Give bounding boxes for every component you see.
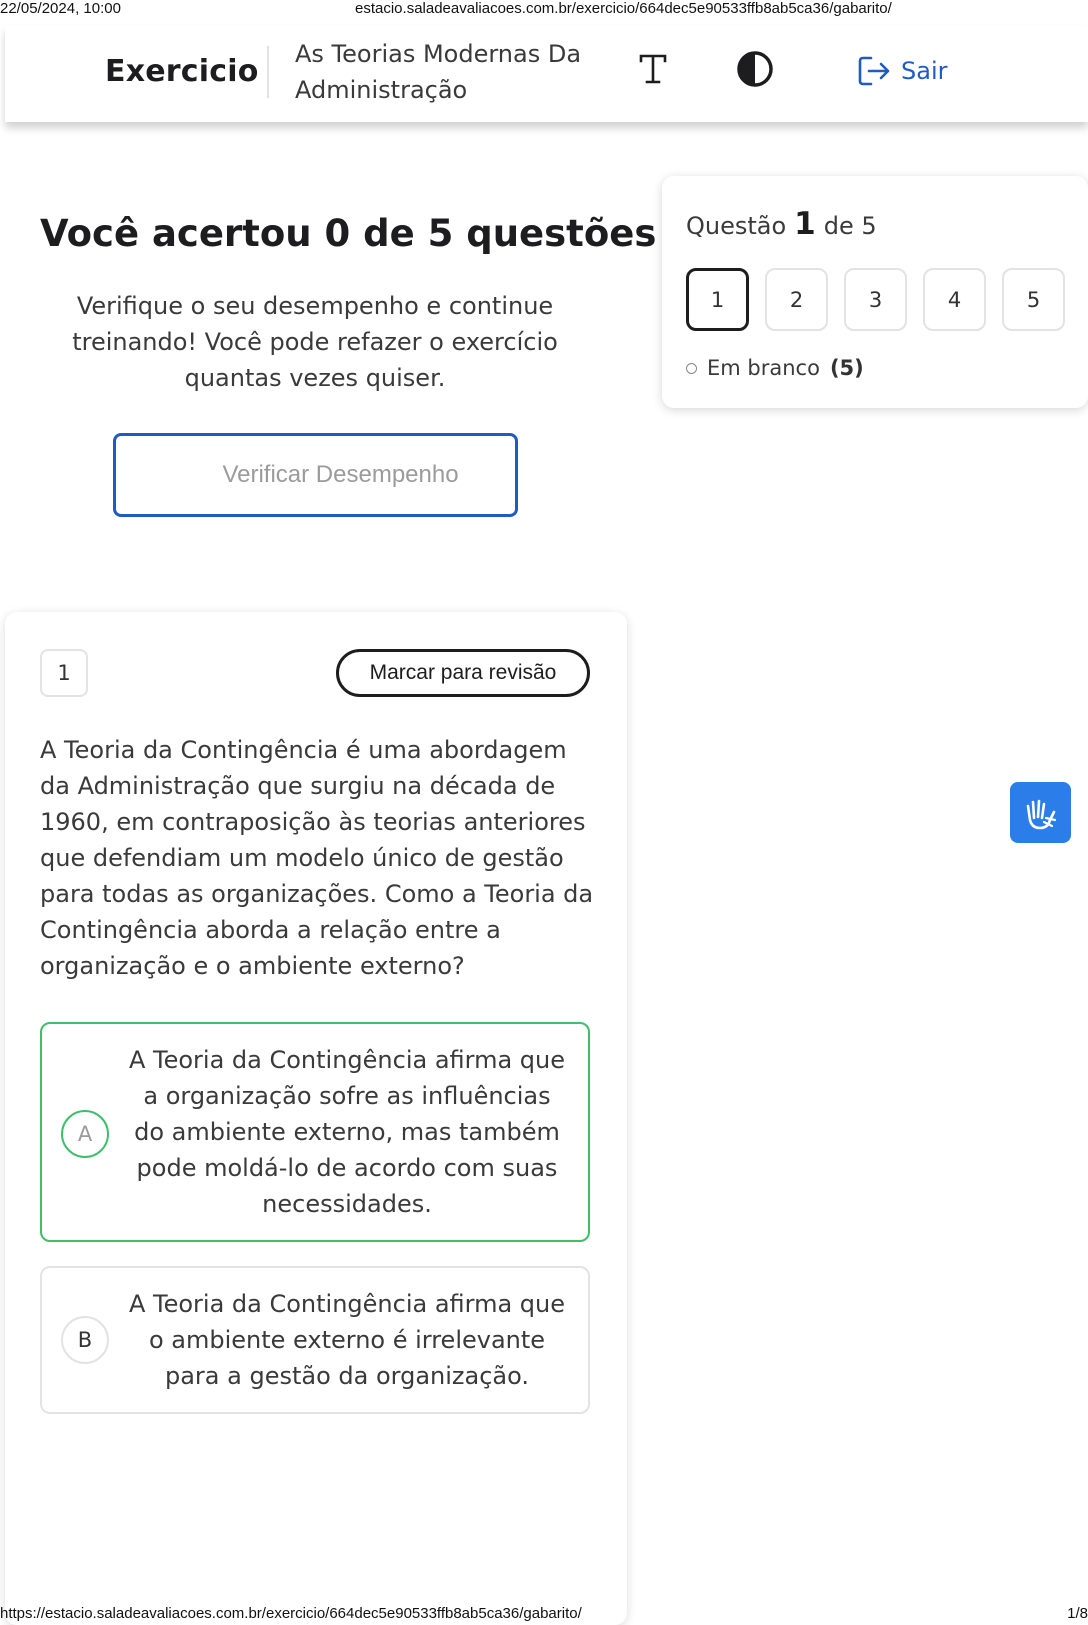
navigator-prefix: Questão <box>686 212 787 240</box>
top-bar <box>5 26 1088 122</box>
option-a-letter: A <box>61 1110 109 1158</box>
brand-title: Exercicio <box>105 54 259 89</box>
navigator-question-3[interactable]: 3 <box>844 268 907 331</box>
option-a-text: A Teoria da Contingência afirma que a organização sofre as influências do ambiente externo, mas também pode moldá-lo de acordo com suas necessidades. <box>128 1046 566 1218</box>
blank-status-label: Em branco <box>707 356 820 380</box>
navigator-question-list <box>686 268 1065 331</box>
sign-language-icon <box>1020 792 1062 834</box>
contrast-icon <box>735 49 775 89</box>
verify-performance-button[interactable]: Verificar Desempenho <box>113 433 518 517</box>
header-divider <box>267 46 269 98</box>
print-datetime: 22/05/2024, 10:00 <box>0 0 121 17</box>
course-title <box>295 36 595 108</box>
option-b-text: A Teoria da Contingência afirma que o ambiente externo é irrelevante para a gestão da organização. <box>128 1290 566 1390</box>
option-a[interactable] <box>40 1022 590 1242</box>
question-number: 1 <box>40 649 88 697</box>
course-title-line1: As Teorias Modernas Da <box>295 40 582 68</box>
print-page-number: 1/8 <box>1067 1605 1088 1622</box>
option-b[interactable] <box>40 1266 590 1414</box>
blank-status <box>686 356 864 380</box>
logout-icon <box>857 54 891 88</box>
blank-status-count: (5) <box>829 356 864 380</box>
navigator-question-4[interactable]: 4 <box>923 268 986 331</box>
result-title: Você acertou 0 de 5 questões <box>40 212 657 255</box>
course-title-line2: Administração <box>295 76 468 104</box>
navigator-suffix: de 5 <box>823 212 877 240</box>
font-size-icon <box>633 48 673 88</box>
navigator-question-1[interactable]: 1 <box>686 268 749 331</box>
font-size-button[interactable] <box>633 48 673 88</box>
navigator-question-2[interactable]: 2 <box>765 268 828 331</box>
contrast-button[interactable] <box>735 49 775 89</box>
question-navigator <box>662 176 1088 408</box>
result-subtitle: Verifique o seu desempenho e continue treinando! Você pode refazer o exercício quantas vezes quiser. <box>72 292 558 392</box>
logout-button[interactable] <box>857 51 947 91</box>
print-footer-url: https://estacio.saladeavaliacoes.com.br/exercicio/664dec5e90533ffb8ab5ca36/gabarito/ <box>0 1605 582 1622</box>
blank-status-dot-icon <box>686 363 697 374</box>
mark-for-review-button[interactable]: Marcar para revisão <box>336 649 590 697</box>
print-url: estacio.saladeavaliacoes.com.br/exercicio/664dec5e90533ffb8ab5ca36/gabarito/ <box>355 0 892 17</box>
libras-button[interactable] <box>1010 782 1071 843</box>
navigator-heading <box>686 206 877 242</box>
logout-label: Sair <box>901 57 948 85</box>
navigator-current: 1 <box>794 206 816 242</box>
option-b-letter: B <box>61 1316 109 1364</box>
question-card <box>5 612 627 1625</box>
navigator-question-5[interactable]: 5 <box>1002 268 1065 331</box>
question-text: A Teoria da Contingência é uma abordagem da Administração que surgiu na década de 1960, em contraposição às teorias anteriores que defendiam um modelo único de gestão para todas as organizações. Como a Teoria da Contingência aborda a relação entre a organização e o ambiente externo? <box>40 736 594 980</box>
